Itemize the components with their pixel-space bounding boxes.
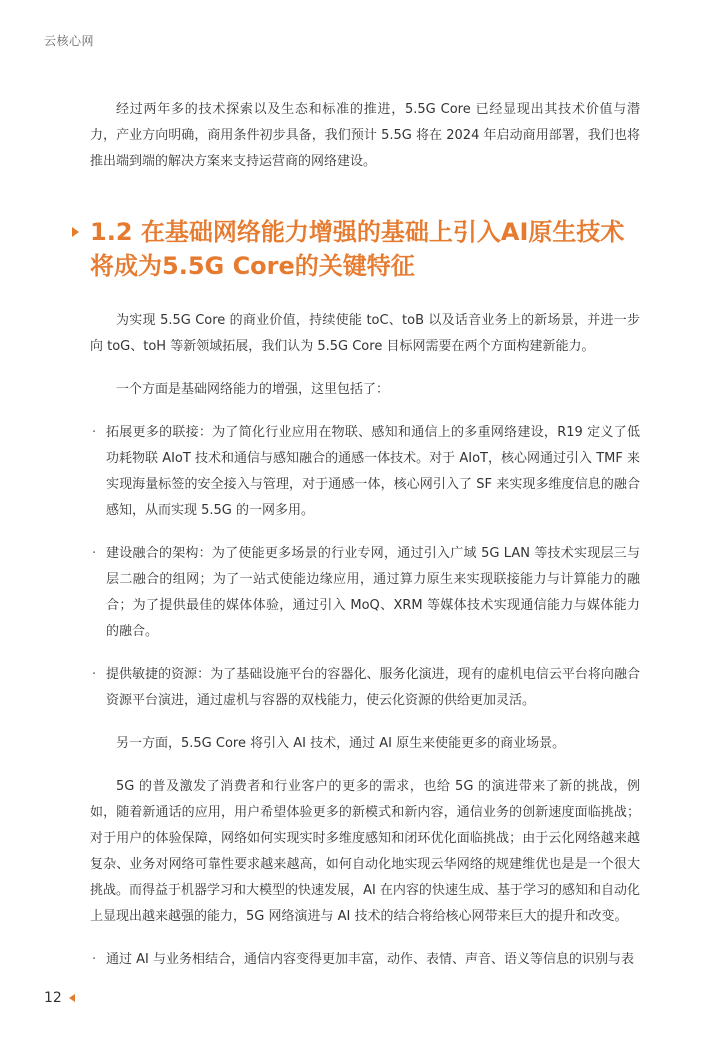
page-footer [44,990,75,1006]
bullet-dot-icon: · [92,425,97,440]
paragraph: 为实现 5.5G Core 的商业价值，持续使能 toC、toB 以及话音业务上的新场景，并进一步向 toG、toH 等新领域拓展，我们认为 5.5G Core 目标网需要在两个方面构建新能力。 [90,313,640,354]
bullet-dot-icon: · [92,546,97,561]
bullet-item [90,420,640,524]
triangle-left-icon [69,994,75,1002]
bullet-item [90,541,640,645]
section-title: 1.2 在基础网络能力增强的基础上引入AI原生技术将成为5.5G Core的关键特征 [90,218,625,280]
bullet-text: 提供敏捷的资源：为了基础设施平台的容器化、服务化演进，现有的虚机电信云平台将向融合资源平台演进，通过虚机与容器的双栈能力，使云化资源的供给更加灵活。 [106,667,640,708]
bullet-item [90,662,640,714]
bullet-text: 建设融合的架构：为了使能更多场景的行业专网，通过引入广域 5G LAN 等技术实现层三与层二融合的组网；为了一站式使能边缘应用，通过算力原生来实现联接能力与计算能力的融合；为了提供最佳的媒体体验，通过引入 MoQ、XRM 等媒体技术实现通信能力与媒体能力的融合。 [106,546,640,639]
bullet-text: 通过 AI 与业务相结合，通信内容变得更加丰富，动作、表情、声音、语义等信息的识别与表 [106,952,634,967]
paragraph: 另一方面，5.5G Core 将引入 AI 技术，通过 AI 原生来使能更多的商业场景。 [116,736,566,751]
page-content [90,97,640,990]
page-number: 12 [44,990,62,1006]
bullet-dot-icon: · [92,667,97,682]
section-heading [62,215,640,283]
intro-paragraph: 经过两年多的技术探索以及生态和标准的推进，5.5G Core 已经显现出其技术价值与潜力，产业方向明确，商用条件初步具备，我们预计 5.5G 将在 2024 年启动商用部署，我们也将推出端到端的解决方案来支持运营商的网络建设。 [90,102,640,169]
paragraph: 一个方面是基础网络能力的增强，这里包括了： [116,382,390,397]
running-header: 云核心网 [44,34,95,48]
bullet-dot-icon: · [92,952,97,967]
paragraph: 5G 的普及激发了消费者和行业客户的更多的需求，也给 5G 的演进带来了新的挑战，例如，随着新通话的应用，用户希望体验更多的新模式和新内容，通信业务的创新速度面临挑战；对于用户的体验保障，网络如何实现实时多维度感知和闭环优化面临挑战；由于云化网络越来越复杂、业务对网络可靠性要求越来越高，如何自动化地实现云华网络的规建维优也是是一个很大挑战。而得益于机器学习和大模型的快速发展，AI 在内容的快速生成、基于学习的感知和自动化上显现出越来越强的能力，5G 网络演进与 AI 技术的结合将给核心网带来巨大的提升和改变。 [90,779,640,924]
bullet-text: 拓展更多的联接：为了简化行业应用在物联、感知和通信上的多重网络建设，R19 定义了低功耗物联 AIoT 技术和通信与感知融合的通感一体技术。对于 AIoT，核心网通过引入 TMF 来实现海量标签的安全接入与管理，对于通感一体，核心网引入了 SF 来实现多维度信息的融合感知，从而实现 5.5G 的一网多用。 [106,425,640,518]
bullet-item [90,947,640,973]
triangle-right-icon [72,227,79,237]
